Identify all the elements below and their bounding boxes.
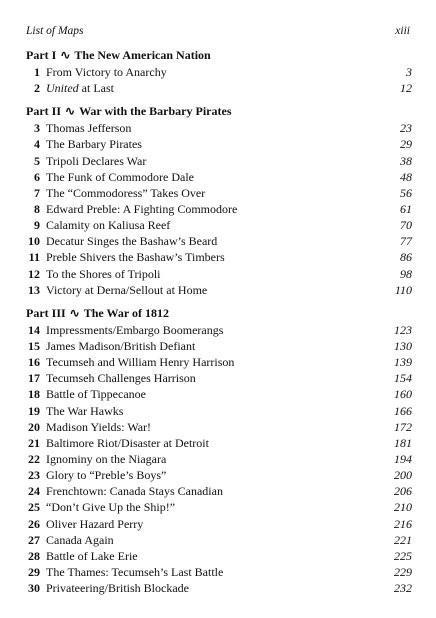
map-number: 12	[28, 266, 40, 281]
page-number: 3	[406, 65, 412, 79]
page-number: 210	[394, 500, 412, 515]
map-number: 10	[28, 234, 40, 249]
page-number: 229	[394, 564, 412, 579]
map-number: 29	[28, 564, 40, 579]
map-entry	[26, 153, 412, 169]
page-number: 110	[394, 282, 412, 297]
map-title: Tecumseh and William Henry Harrison	[46, 355, 235, 370]
map-number: 13	[28, 282, 40, 297]
map-number: 20	[28, 419, 40, 434]
map-number: 30	[28, 581, 40, 596]
map-entry	[26, 467, 412, 483]
page-number: 139	[394, 355, 412, 370]
part-title: The War of 1812	[83, 305, 169, 320]
part-heading	[26, 102, 412, 120]
map-number: 27	[28, 532, 40, 547]
map-title: Calamity on Kaliusa Reef	[46, 218, 171, 233]
part-label: Part I	[26, 48, 57, 62]
map-entry	[26, 80, 412, 96]
running-head-title: List of Maps	[26, 25, 84, 37]
map-entry	[26, 548, 412, 564]
map-title: The Barbary Pirates	[46, 137, 142, 152]
map-number: 2	[34, 81, 40, 96]
map-number: 8	[34, 201, 40, 216]
map-title: Privateering/British Blockade	[46, 581, 189, 596]
page-number: 77	[400, 234, 412, 249]
page-number: 194	[394, 451, 412, 466]
part-heading	[26, 46, 412, 64]
page-number: 232	[394, 581, 412, 596]
map-title: Oliver Hazard Perry	[46, 516, 144, 531]
map-entry	[26, 217, 412, 233]
map-number: 11	[28, 250, 40, 265]
map-title: Tripoli Declares War	[46, 153, 147, 168]
map-title: Battle of Tippecanoe	[46, 387, 146, 402]
map-title: The “Commodoress” Takes Over	[46, 185, 206, 200]
map-title: “Don’t Give Up the Ship!”	[46, 500, 176, 515]
map-title: Frenchtown: Canada Stays Canadian	[46, 484, 223, 499]
map-number: 3	[34, 121, 40, 136]
page-number: 98	[400, 266, 412, 281]
map-entry	[26, 201, 412, 217]
map-entry	[26, 419, 412, 435]
map-title: Madison Yields: War!	[46, 419, 152, 434]
map-number: 22	[28, 451, 40, 466]
map-entry	[26, 322, 412, 338]
part-title: War with the Barbary Pirates	[79, 104, 232, 119]
map-number: 25	[28, 500, 40, 515]
map-entry	[26, 451, 412, 467]
page-number: 206	[394, 484, 412, 499]
map-number: 17	[28, 371, 40, 386]
page-number: 123	[394, 322, 412, 337]
map-entry	[26, 516, 412, 532]
map-entry	[26, 185, 412, 201]
map-title: Ignominy on the Niagara	[46, 451, 167, 466]
map-entry	[26, 266, 412, 282]
map-number: 5	[34, 153, 40, 168]
map-number: 7	[34, 185, 40, 200]
page-number: 61	[400, 201, 412, 216]
swash-ornament-icon: ∿	[69, 305, 80, 320]
map-title: Victory at Derna/Sellout at Home	[46, 282, 208, 297]
page-number: 225	[394, 548, 412, 563]
map-entry	[26, 64, 412, 80]
map-number: 19	[28, 403, 40, 418]
map-title: Decatur Singes the Bashaw’s Beard	[46, 234, 218, 249]
map-entry	[26, 483, 412, 499]
map-title: Canada Again	[46, 532, 114, 547]
running-head	[26, 25, 410, 37]
map-number: 16	[28, 355, 40, 370]
map-number: 21	[28, 435, 40, 450]
page-number: 29	[400, 137, 412, 152]
page-number: 154	[394, 371, 412, 386]
map-number: 15	[28, 338, 40, 353]
map-entry	[26, 435, 412, 451]
part-label: Part II	[26, 104, 61, 119]
map-title: Tecumseh Challenges Harrison	[46, 371, 196, 386]
map-title: Thomas Jefferson	[46, 121, 132, 136]
map-title: Preble Shivers the Bashaw’s Timbers	[46, 250, 225, 265]
map-title: Glory to “Preble’s Boys”	[46, 468, 167, 483]
page-number: 56	[400, 185, 412, 200]
map-entry	[26, 580, 412, 596]
page-number: 166	[394, 403, 412, 418]
map-entry	[26, 169, 412, 185]
page-number: 38	[400, 153, 412, 168]
part-title: The New American Nation	[74, 48, 211, 62]
map-number: 14	[28, 322, 40, 337]
page-number: 200	[394, 468, 412, 483]
page-number: 216	[394, 516, 412, 531]
map-number: 26	[28, 516, 40, 531]
map-title: From Victory to Anarchy	[46, 65, 167, 79]
map-title: Baltimore Riot/Disaster at Detroit	[46, 435, 209, 450]
map-entry	[26, 532, 412, 548]
map-entry	[26, 370, 412, 386]
map-title-rest: at Last	[78, 81, 114, 96]
map-title: Edward Preble: A Fighting Commodore	[46, 201, 238, 216]
page-number: 48	[400, 169, 412, 184]
map-title: The Thames: Tecumseh’s Last Battle	[46, 564, 224, 579]
map-title: James Madison/British Defiant	[46, 338, 196, 353]
page-number: 23	[400, 121, 412, 136]
list-of-maps	[26, 46, 412, 596]
map-entry	[26, 354, 412, 370]
map-number: 18	[28, 387, 40, 402]
map-entry	[26, 120, 412, 136]
page-number: 181	[394, 435, 412, 450]
map-entry	[26, 564, 412, 580]
map-entry	[26, 233, 412, 249]
page-number: 12	[400, 81, 412, 96]
map-number: 6	[34, 169, 40, 184]
page-number: 130	[394, 338, 412, 353]
page-number: 172	[394, 419, 412, 434]
map-entry	[26, 338, 412, 354]
map-number: 24	[28, 484, 40, 499]
map-entry	[26, 249, 412, 265]
swash-ornament-icon: ∿	[60, 48, 71, 62]
map-number: 4	[34, 137, 40, 152]
page-number: 86	[400, 250, 412, 265]
map-title	[46, 80, 376, 96]
page-folio: xiii	[395, 25, 410, 37]
page-number: 221	[394, 532, 412, 547]
map-title: To the Shores of Tripoli	[46, 266, 161, 281]
swash-ornament-icon: ∿	[65, 104, 76, 119]
map-number: 23	[28, 468, 40, 483]
map-title: The War Hawks	[46, 403, 124, 418]
map-entry	[26, 282, 412, 298]
map-number: 1	[34, 65, 40, 79]
map-title: Battle of Lake Erie	[46, 548, 138, 563]
map-number: 9	[34, 218, 40, 233]
map-title: Impressments/Embargo Boomerangs	[46, 322, 224, 337]
part-label: Part III	[26, 305, 66, 320]
map-title-italic: United	[46, 81, 79, 96]
map-title: The Funk of Commodore Dale	[46, 169, 194, 184]
page-number: 160	[394, 387, 412, 402]
map-entry	[26, 403, 412, 419]
map-entry	[26, 136, 412, 152]
map-entry	[26, 386, 412, 402]
part-heading	[26, 304, 412, 322]
map-entry	[26, 499, 412, 515]
page-number: 70	[400, 218, 412, 233]
map-number: 28	[28, 548, 40, 563]
